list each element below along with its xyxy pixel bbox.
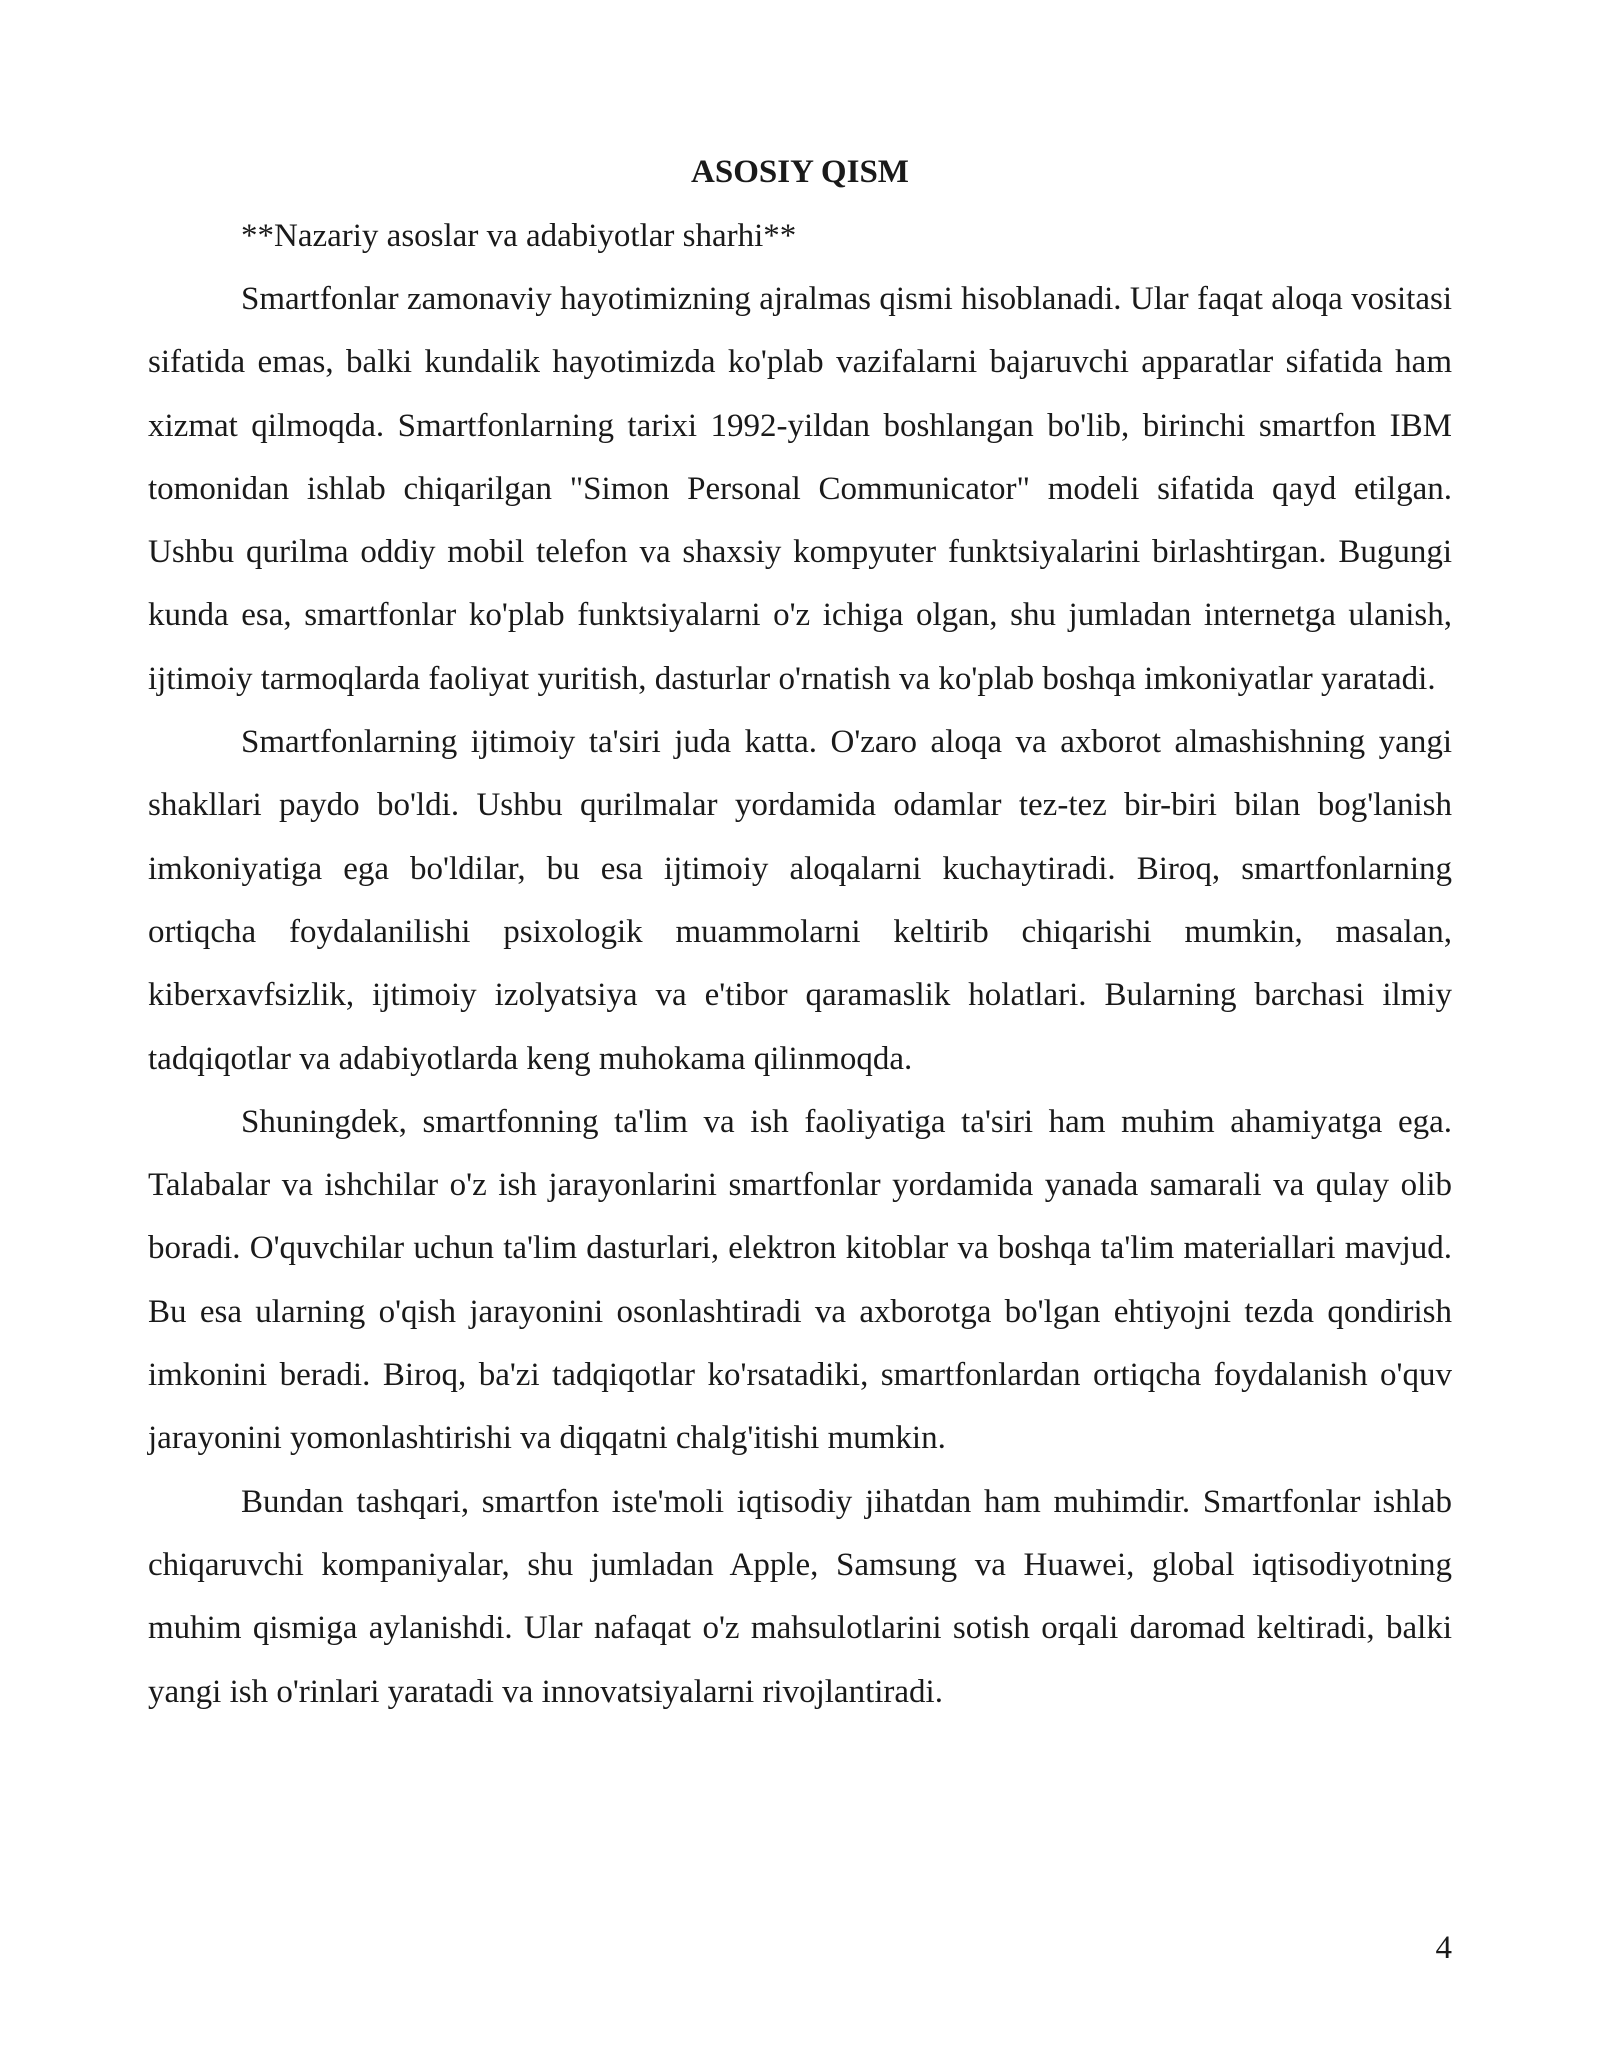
paragraph-social-impact: Smartfonlarning ijtimoiy ta'siri juda katta. O'zaro aloqa va axborot almashishning yangi shakllari paydo bo'ldi. Ushbu qurilmalar yordamida odamlar tez-tez bir-biri bilan bog'lanish imkoniyatiga ega bo'ldilar, bu esa ijtimoiy aloqalarni kuchaytiradi. Biroq, smartfonlarning ortiqcha foydalanilishi psixologik muammolarni keltirib chiqarishi mumkin, masalan, kiberxavfsizlik, ijtimoiy izolyatsiya va e'tibor qaramaslik holatlari. Bularning barchasi ilmiy tadqiqotlar va adabiyotlarda keng muhokama qilinmoqda. — [148, 724, 1452, 1077]
paragraph-education-work: Shuningdek, smartfonning ta'lim va ish faoliyatiga ta'siri ham muhim ahamiyatga ega. Talabalar va ishchilar o'z ish jarayonlarini smartfonlar yordamida yanada samarali va qulay olib boradi. O'quvchilar uchun ta'lim dasturlari, elektron kitoblar va boshqa ta'lim materiallari mavjud. Bu esa ularning o'qish jarayonini osonlashtiradi va axborotga bo'lgan ehtiyojni tezda qondirish imkonini beradi. Biroq, ba'zi tadqiqotlar ko'rsatadiki, smartfonlardan ortiqcha foydalanish o'quv jarayonini yomonlashtirishi va diqqatni chalg'itishi mumkin. — [148, 1103, 1452, 1457]
paragraph-history: Smartfonlar zamonaviy hayotimizning ajralmas qismi hisoblanadi. Ular faqat aloqa vositasi sifatida emas, balki kundalik hayotimizda ko'plab vazifalarni bajaruvchi apparatlar sifatida ham xizmat qilmoqda. Smartfonlarning tarixi 1992-yildan boshlangan bo'lib, birinchi smartfon IBM tomonidan ishlab chiqarilgan "Simon Personal Communicator" modeli sifatida qayd etilgan. Ushbu qurilma oddiy mobil telefon va shaxsiy kompyuter funktsiyalarini birlashtirgan. Bugungi kunda esa, smartfonlar ko'plab funktsiyalarni o'z ichiga olgan, shu jumladan internetga ulanish, ijtimoiy tarmoqlarda faoliyat yuritish, dasturlar o'rnatish va ko'plab boshqa imkoniyatlar yaratadi. — [148, 281, 1452, 697]
subsection-heading: **Nazariy asoslar va adabiyotlar sharhi** — [241, 218, 797, 254]
document-page — [148, 140, 1452, 1724]
page-number: 4 — [1435, 1930, 1452, 1966]
paragraph-economy: Bundan tashqari, smartfon iste'moli iqtisodiy jihatdan ham muhimdir. Smartfonlar ishlab chiqaruvchi kompaniyalar, shu jumladan Apple, Samsung va Huawei, global iqtisodiyotning muhim qismiga aylanishdi. Ular nafaqat o'z mahsulotlarini sotish orqali daromad keltiradi, balki yangi ish o'rinlari yaratadi va innovatsiyalarni rivojlantiradi. — [148, 1483, 1452, 1710]
section-heading: ASOSIY QISM — [691, 154, 909, 190]
